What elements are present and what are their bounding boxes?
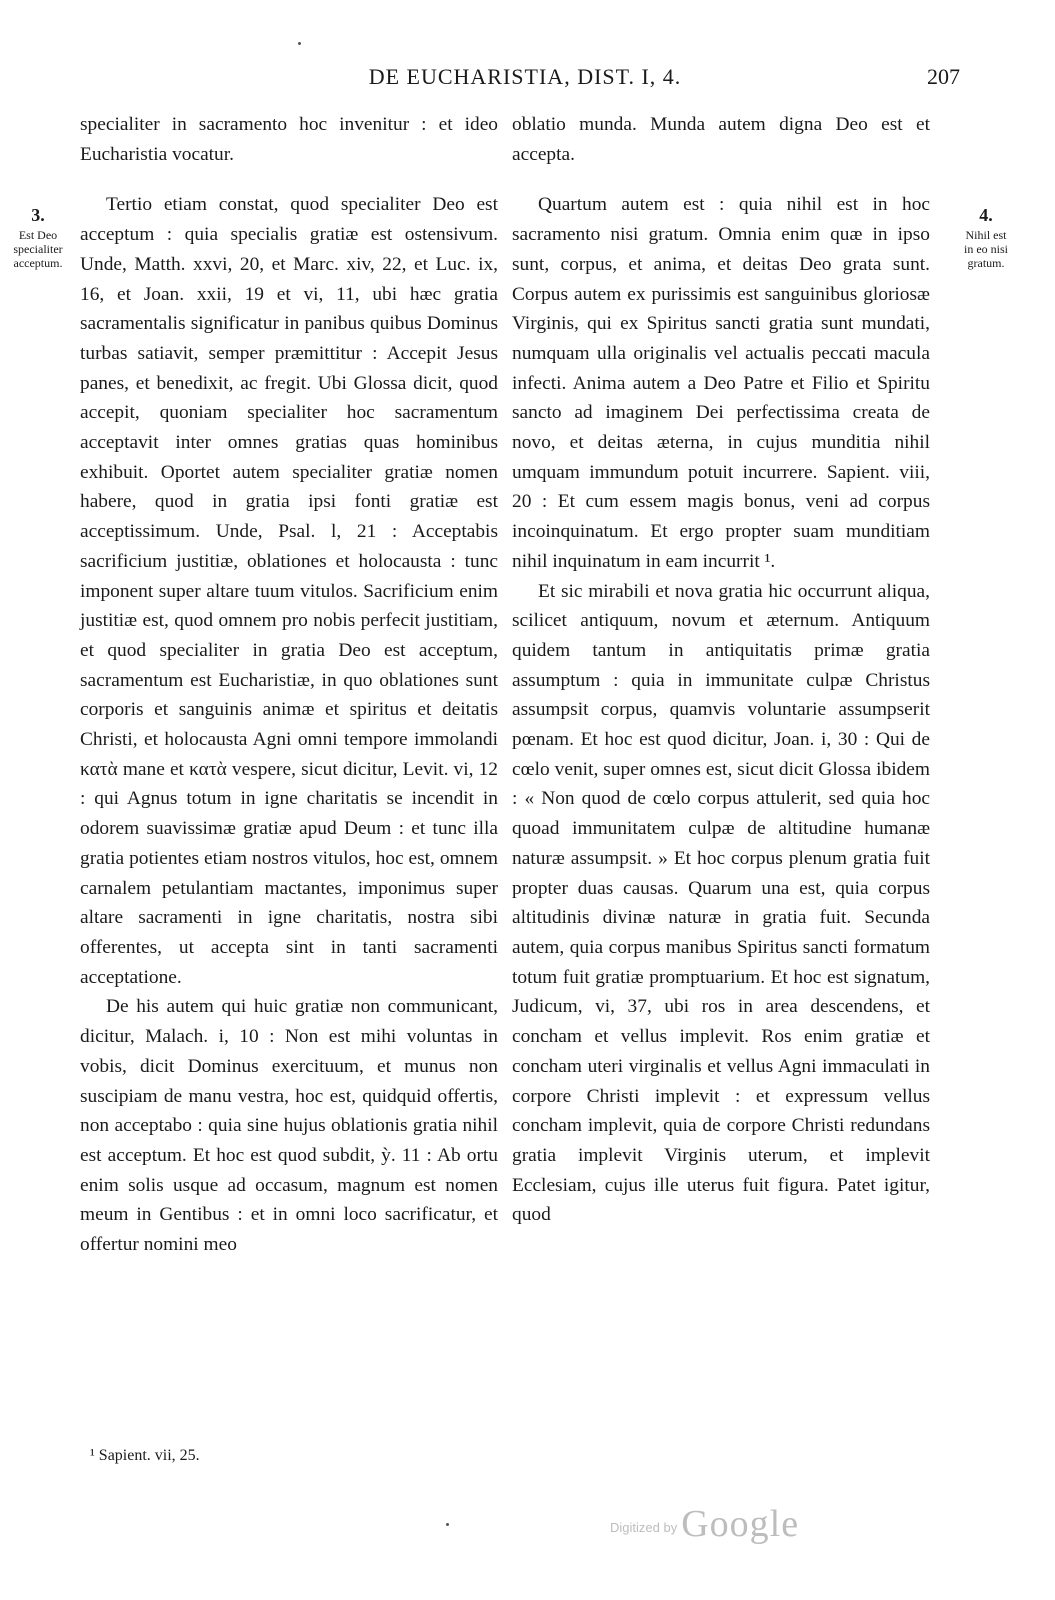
margin-note-right: [950, 202, 1022, 270]
paragraph: Tertio etiam constat, quod specialiter Deo est acceptum : quia specialis gratiæ est ostensivum. Unde, Matth. xxvi, 20, et Marc. xiv, 22, et Luc. ix, 16, et Joan. xxii, 19 et vi, 11, ubi hæc gratia sacramentalis significatur in panibus quibus Dominus turbas satiavit, semper præmittitur : Accepit Jesus panes, et benedixit, ac fregit. Ubi Glossa dicit, quod accepit, quoniam specialiter hoc sacramentum acceptavit inter omnes gratias quas hominibus exhibuit. Oportet autem specialiter gratiæ nomen habere, quod in gratia ipsi fonti gratiæ est acceptissimum. Unde, Psal. l, 21 : Acceptabis sacrificium justitiæ, oblationes et holocausta : tunc imponent super altare tuum vitulos. Sacrificium enim justitiæ est, quod omnem pro nobis perfecit justitiam, et quod specialiter in gratia Deo est acceptum, sacramentum est Eucharistiæ, in quo oblationes sunt corporis et sanguinis animæ et spiritus et deitatis Christi, et holocausta Agni omni tempore immolandi κατὰ mane et κατὰ vespere, sicut dicitur, Levit. vi, 12 : qui Agnus totum in igne charitatis se incendit in odorem suavissimæ gratiæ apud Deum : et tunc illa gratia potientes etiam nostros vitulos, hoc est, omnem carnalem petulantiam mactantes, imponimus super altare sacramenti in igne charitatis, nostra sibi offerentes, ut accepta sint in tanti sacramenti acceptatione.: [80, 194, 498, 988]
paragraph: specialiter in sacramento hoc invenitur : et ideo Eucharistia vocatur.: [80, 114, 498, 165]
google-logo: Google: [681, 1503, 800, 1545]
margin-note-line: specialiter: [13, 242, 63, 256]
margin-note-left: [2, 202, 74, 270]
margin-note-line: Nihil est: [965, 228, 1007, 242]
margin-note-line: Est Deo: [18, 228, 58, 242]
page-number: 207: [927, 64, 960, 89]
margin-note-line: in eo nisi: [964, 242, 1008, 256]
paragraph: oblatio munda. Munda autem digna Deo est et accepta.: [512, 114, 930, 165]
margin-note-number: 4.: [979, 205, 993, 225]
margin-note-line: gratum.: [967, 256, 1005, 270]
paragraph: Et sic mirabili et nova gratia hic occurrunt aliqua, scilicet antiquum, novum et æternum. Antiquum quidem tantum in antiquitatis primæ gratia assumptum : quia in immunitate culpæ Christus assumpsit corpus, quamvis voluntarie assumpserit pœnam. Et hoc est quod dicitur, Joan. i, 30 : Qui de cœlo venit, super omnes est, sicut dicit Glossa ibidem : « Non quod de cœlo corpus attulerit, sed quia hoc quoad immunitatem culpæ de altitudine humanæ naturæ assumpsit. » Et hoc corpus plenum gratia fuit propter duas causas. Quarum una est, quia corpus altitudinis divinæ naturæ in gratia fuit. Secunda autem, quia corpus manibus Spiritus sancti formatum totum fuit gratiæ promptuarium. Et hoc est signatum, Judicum, vi, 37, ubi ros in area descendens, et concham et vellus implevit. Ros enim gratiæ et concham uteri virginalis et vellus Agni immaculati in corpore Christi implevit : et expressum vellus concham implevit, quia de corpore Christi redundans gratia implevit Virginis uterum, et implevit Ecclesiam, cujus ille uterus fuit figura. Patet igitur, quod: [512, 580, 930, 1226]
page-header: [90, 60, 960, 100]
speck: [298, 42, 301, 45]
footnote: ¹ Sapient. vii, 25.: [90, 1447, 200, 1464]
right-column: [512, 110, 930, 1230]
watermark-prefix: Digitized by: [610, 1520, 678, 1535]
paragraph: Quartum autem est : quia nihil est in hoc sacramento nisi gratum. Omnia enim quæ in ipso sunt, corpus, et anima, et deitas Deo grata sunt. Corpus autem ex purissimis est sanguinibus gloriosæ Virginis, qui ex Spiritus sancti gratia sunt mundati, numquam ulla originalis vel actualis peccati macula infecti. Anima autem a Deo Patre et Filio et Spiritu sancto ad imaginem Dei perfectissima creata de novo, et deitas æterna, in cujus munditia nihil umquam immundum potuit incurrere. Sapient. viii, 20 : Et cum essem magis bonus, veni ad corpus incoinquinatum. Et ergo propter suam munditiam nihil inquinatum in eam incurrit ¹.: [512, 194, 930, 572]
running-title: DE EUCHARISTIA, DIST. I, 4.: [368, 64, 682, 89]
margin-note-number: 3.: [31, 205, 45, 225]
speck: [446, 1523, 449, 1526]
margin-note-line: acceptum.: [13, 256, 63, 270]
paragraph: De his autem qui huic gratiæ non communicant, dicitur, Malach. i, 10 : Non est mihi voluntas in vobis, dicit Dominus exercituum, et munus non suscipiam de manu vestra, hoc est, quidquid offertis, non acceptabo : quia sine hujus oblationis gratia nihil est acceptum. Et hoc est quod subdit, ỳ. 11 : Ab ortu enim solis usque ad occasum, magnum est nomen meum in Gentibus : et in omni loco sacrificatur, et offertur nomini meo: [80, 996, 498, 1256]
digitized-watermark: [610, 1502, 799, 1546]
left-column: [80, 110, 498, 1260]
